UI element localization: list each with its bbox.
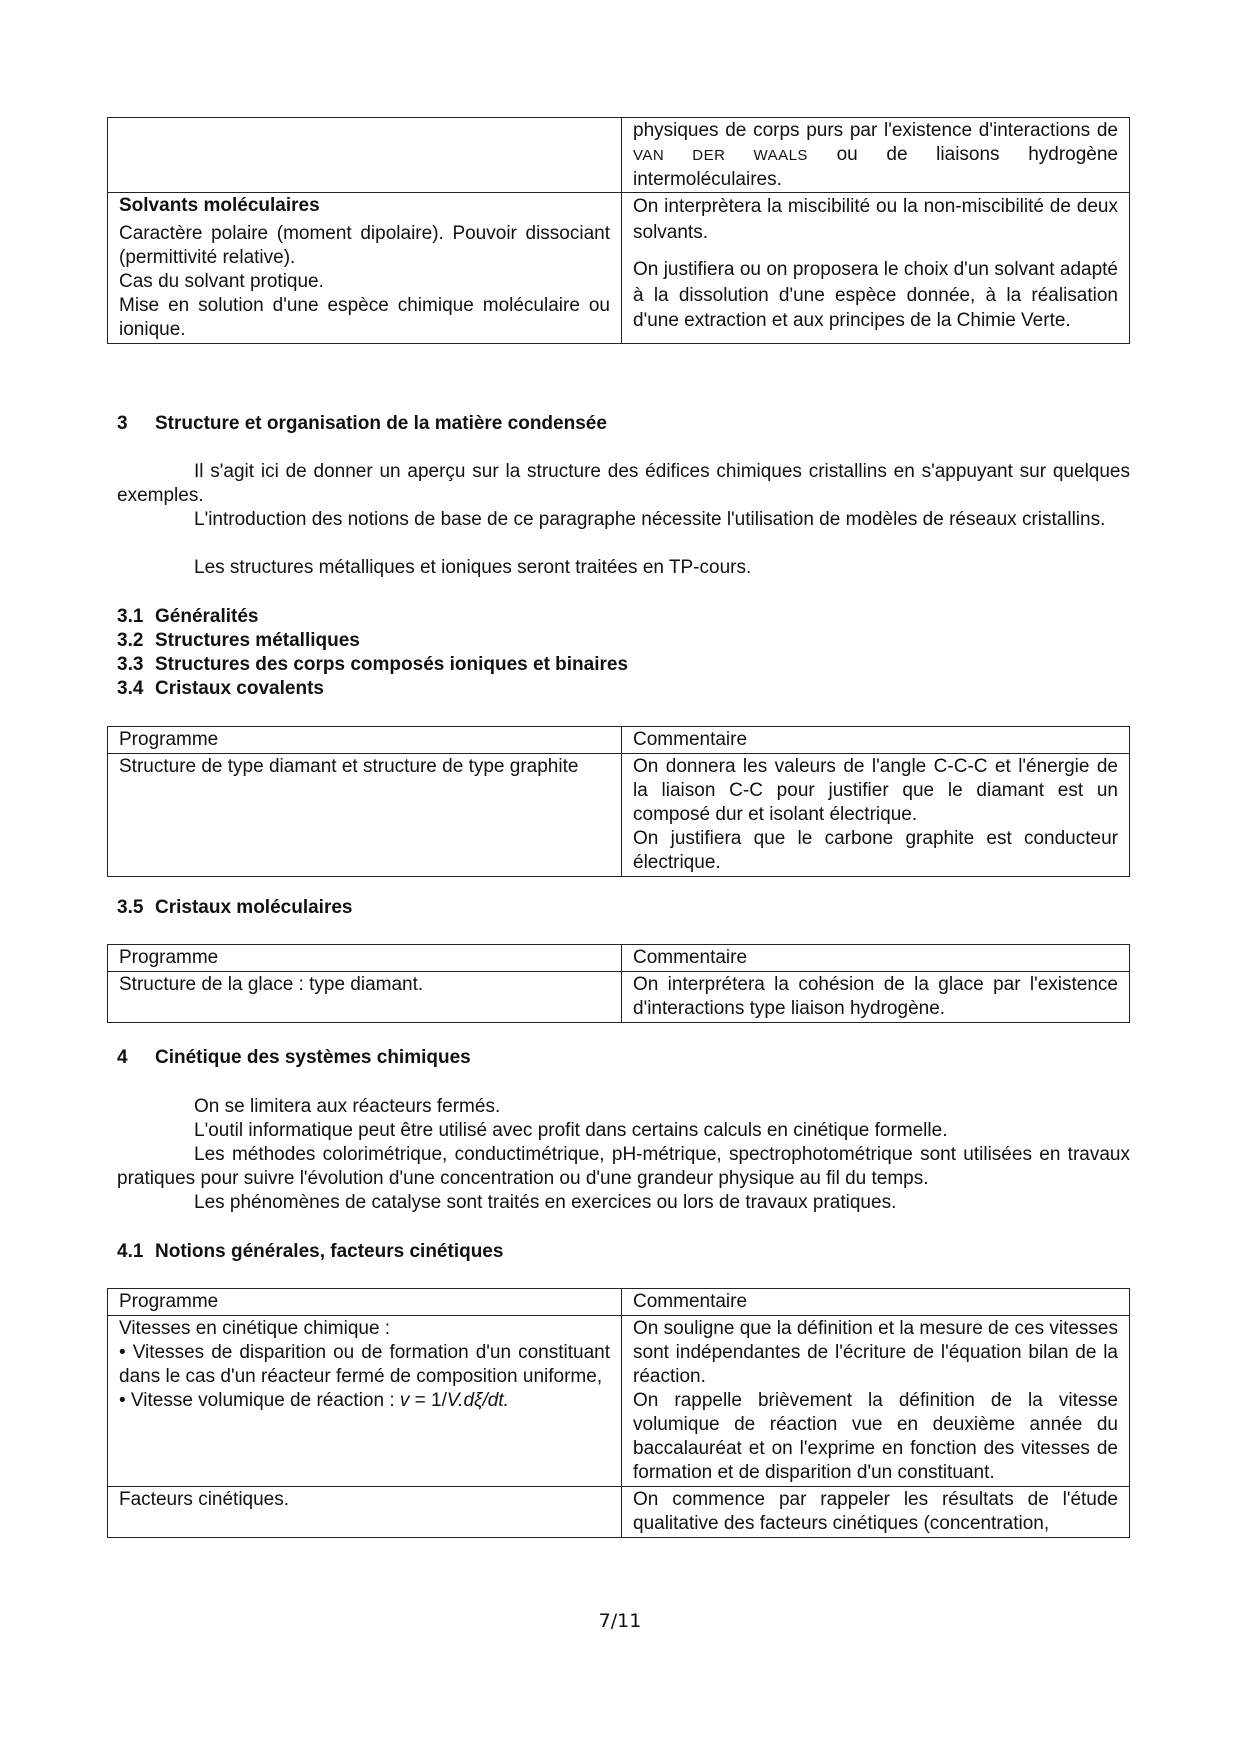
subsection-heading: 3.3 Structures des corps composés ioniques et binaires bbox=[117, 654, 629, 675]
molecular-crystals-table bbox=[107, 944, 1130, 1023]
paragraph: Les méthodes colorimétrique, conductimétrique, pH-métrique, spectrophotométrique sont utilisées en travaux pratiques pour suivre l'évolution d'une concentration ou d'une grandeur physique au fil du temps. bbox=[117, 1144, 1130, 1189]
cell-heading: Solvants moléculaires bbox=[119, 195, 320, 216]
table-cell: Facteurs cinétiques. bbox=[108, 1487, 622, 1538]
page-number: 7/11 bbox=[598, 1610, 642, 1632]
paragraph: Les phénomènes de catalyse sont traités en exercices ou lors de travaux pratiques. bbox=[194, 1192, 897, 1213]
table-header-row bbox=[108, 1289, 1130, 1316]
cell-text: Caractère polaire (moment dipolaire). Pouvoir dissociant (permittivité relative). bbox=[119, 223, 610, 268]
table-row bbox=[108, 1487, 1130, 1538]
section-heading: 4 Cinétique des systèmes chimiques bbox=[117, 1047, 471, 1068]
table-cell: On commence par rappeler les résultats de l'étude qualitative des facteurs cinétiques (concentration, bbox=[622, 1487, 1130, 1538]
cell-text: physiques de corps purs par l'existence d'interactions de VAN DER WAALS ou de liaisons hydrogène intermoléculaires. bbox=[633, 120, 1118, 190]
paragraph: Les structures métalliques et ioniques seront traitées en TP-cours. bbox=[194, 557, 752, 578]
paragraph: On se limitera aux réacteurs fermés. bbox=[194, 1096, 501, 1117]
column-header-commentaire: Commentaire bbox=[622, 1289, 1130, 1316]
table-header-row bbox=[108, 727, 1130, 754]
cell-text: On interprètera la miscibilité ou la non-miscibilité de deux solvants. bbox=[633, 196, 1118, 243]
subsection-heading: 3.2 Structures métalliques bbox=[117, 630, 360, 651]
cell-text: On justifiera ou on proposera le choix d'un solvant adapté à la dissolution d'une espèce donnée, à la réalisation d'une extraction et aux principes de la Chimie Verte. bbox=[633, 259, 1118, 331]
table-row bbox=[108, 1316, 1130, 1487]
table-cell: Structure de type diamant et structure de type graphite bbox=[108, 754, 622, 877]
column-header-commentaire: Commentaire bbox=[622, 945, 1130, 972]
cell-text: Cas du solvant protique. bbox=[119, 271, 324, 292]
table-cell: On interprétera la cohésion de la glace par l'existence d'interactions type liaison hydrogène. bbox=[622, 972, 1130, 1023]
cell-text: Mise en solution d'une espèce chimique moléculaire ou ionique. bbox=[119, 295, 610, 340]
column-header-programme: Programme bbox=[108, 1289, 622, 1316]
solvents-table bbox=[107, 117, 1130, 344]
table-cell bbox=[108, 193, 622, 344]
table-row bbox=[108, 193, 1130, 344]
table-row bbox=[108, 118, 1130, 193]
subsection-heading: 3.5 Cristaux moléculaires bbox=[117, 897, 353, 918]
table-cell bbox=[622, 193, 1130, 344]
section-heading: 3 Structure et organisation de la matière condensée bbox=[117, 413, 607, 434]
column-header-commentaire: Commentaire bbox=[622, 727, 1130, 754]
table-cell: On donnera les valeurs de l'angle C-C-C et l'énergie de la liaison C-C pour justifier que le diamant est un composé dur et isolant électrique. On justifiera que le carbone graphite est conducteur électrique. bbox=[622, 754, 1130, 877]
table-header-row bbox=[108, 945, 1130, 972]
paragraph: Il s'agit ici de donner un aperçu sur la structure des édifices chimiques cristallins en s'appuyant sur quelques exemples. bbox=[117, 461, 1130, 506]
table-cell: Structure de la glace : type diamant. bbox=[108, 972, 622, 1023]
column-header-programme: Programme bbox=[108, 727, 622, 754]
paragraph: L'outil informatique peut être utilisé avec profit dans certains calculs en cinétique formelle. bbox=[194, 1120, 948, 1141]
paragraph: L'introduction des notions de base de ce paragraphe nécessite l'utilisation de modèles de réseaux cristallins. bbox=[194, 509, 1106, 530]
table-cell: On souligne que la définition et la mesure de ces vitesses sont indépendantes de l'écriture de l'équation bilan de la réaction. On rappelle brièvement la définition de la vitesse volumique de réaction vue en deuxième année du baccalauréat et on l'exprime en fonction des vitesses de formation et de disparition d'un constituant. bbox=[622, 1316, 1130, 1487]
column-header-programme: Programme bbox=[108, 945, 622, 972]
subsection-heading: 4.1 Notions générales, facteurs cinétiques bbox=[117, 1241, 504, 1262]
table-row bbox=[108, 972, 1130, 1023]
reaction-rate-formula: • Vitesse volumique de réaction : v = 1/V.dξ/dt. bbox=[119, 1390, 509, 1411]
subsection-heading: 3.1 Généralités bbox=[117, 606, 259, 627]
table-cell bbox=[622, 118, 1130, 193]
covalent-crystals-table bbox=[107, 726, 1130, 877]
table-cell bbox=[108, 118, 622, 193]
table-row bbox=[108, 754, 1130, 877]
table-cell: Vitesses en cinétique chimique : • Vitesses de disparition ou de formation d'un constituant dans le cas d'un réacteur fermé de composition uniforme, • Vitesse volumique de réaction : v = 1/V.dξ/dt. bbox=[108, 1316, 622, 1487]
kinetics-table bbox=[107, 1288, 1130, 1538]
subsection-heading: 3.4 Cristaux covalents bbox=[117, 678, 324, 699]
